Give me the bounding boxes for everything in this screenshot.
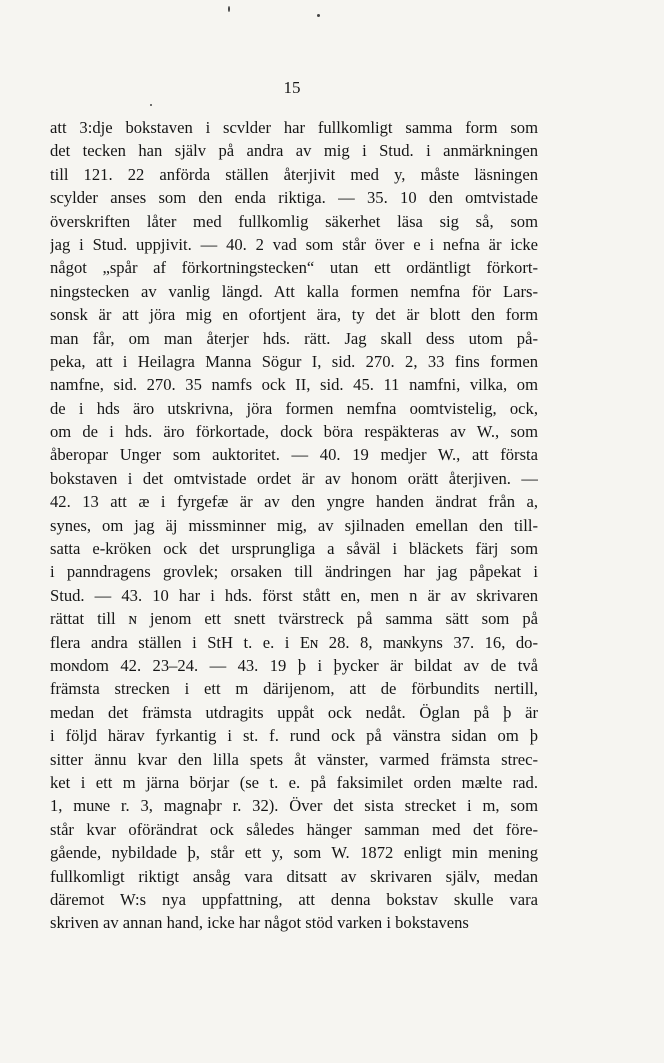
text-line: det tecken han själv på andra av mig i Stud. i anmärkningen xyxy=(50,141,538,161)
text-line: åberopar Unger som auktoritet. — 40. 19 medjer W., att första xyxy=(50,445,538,465)
text-line: främsta strecken i ett m därijenom, att de förbundits nertill, xyxy=(50,679,538,699)
body-text xyxy=(50,116,538,935)
text-line: sitter ännu kvar den lilla spets åt vänster, varmed främsta strec- xyxy=(50,749,538,769)
text-line: i panndragens grovlek; orsaken till ändringen har jag påpekat i xyxy=(50,562,538,582)
ink-speck xyxy=(150,104,152,106)
text-line: rättat till ɴ jenom ett snett tvärstreck på samma sätt som på xyxy=(50,609,538,629)
text-line: Stud. — 43. 10 har i hds. först stått en, men n är av skrivaren xyxy=(50,585,538,605)
text-line: överskriften låter med fullkomlig säkerhet läsa sig så, som xyxy=(50,211,538,231)
text-line: synes, om jag äj missminner mig, av sjilnaden emellan den till- xyxy=(50,515,538,535)
text-line: peka, att i Heilagra Manna Sögur I, sid. 270. 2, 33 fins formen xyxy=(50,351,538,371)
text-line: de i hds äro utskrivna, jöra formen nemfna oomtvistelig, ock, xyxy=(50,398,538,418)
ink-speck xyxy=(228,6,230,12)
text-line: satta e-kröken ock det ursprungliga a såväl i bläckets färj som xyxy=(50,539,538,559)
text-line: i följd härav fyrkantig i st. f. rund ock på vänstra sidan om þ xyxy=(50,726,538,746)
text-line: gående, nybildade þ, står ett y, som W. 1872 enligt min mening xyxy=(50,843,538,863)
page-number: 15 xyxy=(283,78,301,97)
ink-speck xyxy=(317,14,320,17)
text-line: står kvar oförändrat ock således hänger samman med det före- xyxy=(50,819,538,839)
text-line: 1, muɴe r. 3, magnaþr r. 32). Över det sista strecket i m, som xyxy=(50,796,538,816)
text-line: 42. 13 att æ i fyrgefæ är av den yngre handen ändrat från a, xyxy=(50,492,538,512)
text-line: jag i Stud. uppjivit. — 40. 2 vad som står över e i nefna är icke xyxy=(50,234,538,254)
text-line: bokstaven i det omtvistade ordet är av honom orätt återjiven. — xyxy=(50,468,538,488)
text-line: man får, om man återjer hds. rätt. Jag skall dess utom på- xyxy=(50,328,538,348)
text-line: scylder anses som den enda riktiga. — 35. 10 den omtvistade xyxy=(50,188,538,208)
text-line: däremot W:s nya uppfattning, att denna bokstav skulle vara xyxy=(50,889,538,909)
text-line: namfne, sid. 270. 35 namfs ock II, sid. 45. 11 namfni, vilka, om xyxy=(50,375,538,395)
text-line: flera andra ställen i StH t. e. i Eɴ 28. 8, maɴkyns 37. 16, do- xyxy=(50,632,538,652)
text-line: fullkomligt riktigt ansåg vara ditsatt av skrivaren själv, medan xyxy=(50,866,538,886)
text-line: sonsk är att jöra mig en ofortjent ära, ty det är blott den form xyxy=(50,305,538,325)
text-line: något „spår af förkortningstecken“ utan ett ordäntligt förkort- xyxy=(50,258,538,278)
text-line: ket i ett m järna börjar (se t. e. på faksimilet orden mælte rad. xyxy=(50,772,538,792)
text-line: moɴdom 42. 23–24. — 43. 19 þ i þycker är bildat av de två xyxy=(50,655,538,675)
text-line: till 121. 22 anförda ställen återjivit med y, måste läsningen xyxy=(50,164,538,184)
text-line: om de i hds. äro förkortade, dock böra respäkteras av W., som xyxy=(50,422,538,442)
text-line: medan det främsta utdragits uppåt ock nedåt. Öglan på þ är xyxy=(50,702,538,722)
text-line: ningstecken av vanlig längd. Att kalla formen nemfna för Lars- xyxy=(50,281,538,301)
text-line: skriven av annan hand, icke har något stöd varken i bokstavens xyxy=(50,913,469,933)
text-line: att 3:dje bokstaven i scvlder har fullkomligt samma form som xyxy=(50,118,538,137)
